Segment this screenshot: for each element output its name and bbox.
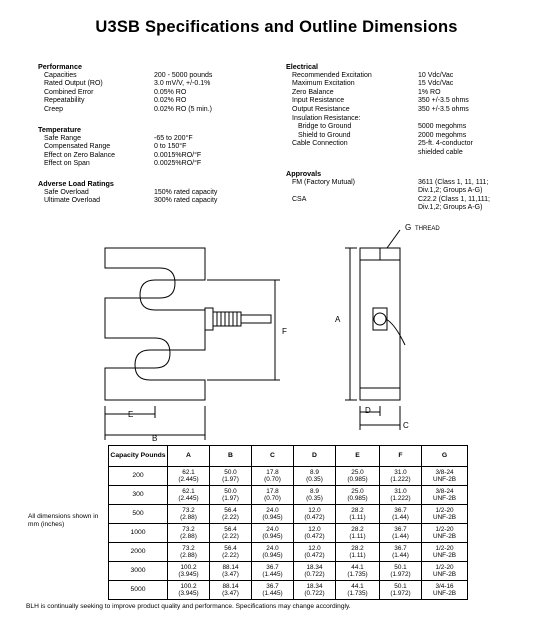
spec-label: Capacities (44, 71, 77, 79)
value-mm: 8.9 (310, 487, 319, 495)
value-mm: 88.14 (222, 582, 239, 590)
value-inches: (0.945) (262, 514, 283, 521)
value-mm: 24.0 (266, 544, 279, 552)
spec-label (286, 149, 294, 158)
column-header: A (168, 446, 210, 467)
value-inches: (1.11) (349, 552, 366, 559)
value-inches: (2.22) (222, 552, 239, 559)
spec-row (38, 72, 278, 81)
spec-label: Shield to Ground (298, 131, 351, 139)
spec-value: C22.2 (Class 1, 11,111; (418, 195, 490, 203)
spec-value: Div.1,2; Groups A-G) (418, 187, 483, 195)
value-mm: 24.0 (266, 525, 279, 533)
value-inches: (2.88) (180, 514, 197, 521)
dimension-cell (294, 543, 336, 562)
value-inches: UNF-2B (432, 571, 457, 578)
value-inches: (3.945) (178, 571, 199, 578)
section-heading: Adverse Load Ratings (38, 179, 114, 188)
value-inches: (1.445) (262, 590, 283, 597)
column-header: F (380, 446, 422, 467)
dimension-cell (380, 581, 422, 600)
table-row (109, 505, 468, 524)
value-inches: (0.985) (347, 495, 368, 502)
value-mm: 3/4-16 (435, 582, 454, 590)
spec-value: 5000 megohms (418, 123, 467, 131)
dimension-cell (168, 562, 210, 581)
value-inches: (0.472) (304, 514, 325, 521)
spec-value: 3.0 mV/V, +/-0.1% (154, 80, 211, 88)
section-heading: Temperature (38, 125, 82, 134)
spec-value: 0.02% RO (5 min.) (154, 105, 212, 113)
value-mm: 73.2 (182, 525, 195, 533)
dimension-cell (294, 562, 336, 581)
spec-row (286, 140, 546, 149)
dimension-cell (336, 505, 380, 524)
table-row (109, 524, 468, 543)
spec-label: Rated Output (RO) (44, 80, 103, 88)
value-mm: 73.2 (182, 506, 195, 514)
dimension-cell (422, 581, 468, 600)
value-mm: 25.0 (351, 468, 364, 476)
value-mm: 36.7 (394, 544, 407, 552)
value-inches: (3.945) (178, 590, 199, 597)
value-mm: 18.34 (306, 563, 323, 571)
capacity-cell: 1000 (109, 524, 168, 543)
table-row (109, 467, 468, 486)
spec-label: Recommended Excitation (292, 71, 372, 79)
value-inches: UNF-2B (432, 590, 457, 597)
spec-row (286, 115, 546, 124)
dimensions-table (108, 445, 468, 600)
spec-value: 150% rated capacity (154, 188, 218, 196)
value-mm: 62.1 (182, 468, 195, 476)
dim-label-g: G (405, 223, 412, 232)
dimension-cell (380, 524, 422, 543)
dimensions-note: All dimensions shown in mm (inches) (28, 513, 99, 528)
dimension-cell (422, 505, 468, 524)
value-inches: (0.945) (262, 533, 283, 540)
dimension-cell (294, 524, 336, 543)
dimension-cell (168, 543, 210, 562)
value-mm: 3/8-24 (435, 468, 454, 476)
dimension-cell (336, 467, 380, 486)
spec-row (286, 89, 546, 98)
spec-label: Bridge to Ground (298, 123, 352, 131)
value-inches: (1.97) (222, 495, 239, 502)
value-mm: 100.2 (180, 582, 197, 590)
thread-label: THREAD (415, 226, 440, 232)
table-row (109, 562, 468, 581)
spec-label: FM (Factory Mutual) (292, 178, 356, 186)
dimension-cell (168, 524, 210, 543)
value-inches: (1.44) (392, 552, 409, 559)
spec-row (286, 123, 546, 132)
dimension-cell (210, 581, 252, 600)
section-heading: Electrical (286, 62, 318, 71)
value-mm: 1/2-20 (435, 563, 454, 571)
value-mm: 88.14 (222, 563, 239, 571)
spec-value: 0.0025%RO/°F (154, 160, 202, 168)
spec-value: 350 +/-3.5 ohms (418, 105, 469, 113)
dimension-cell (336, 543, 380, 562)
value-inches: (2.445) (178, 495, 199, 502)
value-mm: 36.7 (394, 506, 407, 514)
spec-value: shielded cable (418, 148, 463, 156)
column-header: B (210, 446, 252, 467)
dimension-cell (168, 486, 210, 505)
dimension-cell (336, 524, 380, 543)
value-inches: (0.722) (304, 571, 325, 578)
column-header: E (336, 446, 380, 467)
value-mm: 1/2-20 (435, 506, 454, 514)
dimension-cell (210, 543, 252, 562)
value-inches: (0.35) (306, 476, 323, 483)
capacity-cell: 500 (109, 505, 168, 524)
column-header: D (294, 446, 336, 467)
spec-value: 200 - 5000 pounds (154, 71, 213, 79)
spec-label: Zero Balance (292, 88, 334, 96)
table-row (109, 581, 468, 600)
spec-value: 0.02% RO (154, 97, 187, 105)
dimension-cell (294, 505, 336, 524)
value-inches: (1.735) (347, 571, 368, 578)
value-inches: (0.472) (304, 552, 325, 559)
value-inches: (1.97) (222, 476, 239, 483)
spec-row (38, 106, 278, 115)
column-header: C (252, 446, 294, 467)
spec-value: 10 Vdc/Vac (418, 71, 454, 79)
value-inches: (1.44) (392, 533, 409, 540)
value-mm: 56.4 (224, 506, 237, 514)
electrical-section (286, 63, 546, 158)
value-inches: (1.972) (390, 590, 411, 597)
value-mm: 50.1 (394, 563, 407, 571)
table-row (109, 486, 468, 505)
value-inches: (1.735) (347, 590, 368, 597)
spec-row (38, 189, 278, 198)
value-mm: 36.7 (266, 563, 279, 571)
value-mm: 25.0 (351, 487, 364, 495)
dimension-cell (336, 581, 380, 600)
dimension-cell (252, 467, 294, 486)
dimension-cell (210, 467, 252, 486)
spec-label: Output Resistance (292, 105, 350, 113)
value-inches: (2.22) (222, 514, 239, 521)
dim-label-a: A (335, 315, 341, 324)
value-mm: 31.0 (394, 468, 407, 476)
spec-value: 2000 megohms (418, 131, 467, 139)
dimension-cell (168, 505, 210, 524)
dimension-cell (294, 581, 336, 600)
spec-value: 3611 (Class 1, 11, 111; (418, 178, 489, 186)
value-inches: (0.70) (264, 476, 281, 483)
spec-value: 300% rated capacity (154, 197, 218, 205)
value-inches: (3.47) (222, 571, 239, 578)
dim-label-b: B (152, 434, 158, 443)
spec-row (286, 97, 546, 106)
section-heading: Performance (38, 62, 82, 71)
spec-label: Input Resistance (292, 97, 345, 105)
value-inches: UNF-2B (432, 495, 457, 502)
dimension-cell (210, 562, 252, 581)
dimension-cell (380, 543, 422, 562)
spec-label: Safe Range (44, 134, 81, 142)
spec-label: Combined Error (44, 88, 94, 96)
dimension-cell (380, 562, 422, 581)
value-inches: UNF-2B (432, 476, 457, 483)
spec-row (38, 80, 278, 89)
spec-row (286, 72, 546, 81)
spec-row (286, 204, 546, 213)
value-inches: (1.222) (390, 476, 411, 483)
dimension-cell (422, 467, 468, 486)
value-inches: (0.35) (306, 495, 323, 502)
value-mm: 56.4 (224, 525, 237, 533)
dimension-cell (252, 524, 294, 543)
spec-label: Effect on Span (44, 160, 90, 168)
outline-drawing (95, 220, 455, 445)
value-mm: 44.1 (351, 563, 364, 571)
dim-label-c: C (403, 421, 409, 430)
dimension-cell (294, 486, 336, 505)
dimension-cell (422, 524, 468, 543)
spec-row (38, 97, 278, 106)
value-inches: (0.472) (304, 533, 325, 540)
spec-value: Div.1,2; Groups A-G) (418, 204, 483, 212)
dimension-cell (294, 467, 336, 486)
spec-label (286, 187, 294, 196)
spec-label (286, 204, 294, 213)
spec-label: Creep (44, 105, 64, 113)
spec-label: Safe Overload (44, 188, 89, 196)
dimension-cell (336, 562, 380, 581)
spec-label: Repeatability (44, 97, 85, 105)
value-mm: 18.34 (306, 582, 323, 590)
value-inches: UNF-2B (432, 533, 457, 540)
value-mm: 73.2 (182, 544, 195, 552)
spec-value (418, 115, 420, 124)
dimension-cell (422, 562, 468, 581)
dimension-cell (252, 486, 294, 505)
dimension-cell (336, 486, 380, 505)
value-mm: 36.7 (266, 582, 279, 590)
spec-row (38, 143, 278, 152)
dimension-cell (210, 486, 252, 505)
value-mm: 50.1 (394, 582, 407, 590)
column-header: G (422, 446, 468, 467)
dimension-cell (210, 524, 252, 543)
column-header: Capacity Pounds (109, 446, 168, 467)
capacity-cell: 2000 (109, 543, 168, 562)
spec-value: 350 +/-3.5 ohms (418, 97, 469, 105)
value-mm: 28.2 (351, 544, 364, 552)
value-inches: (2.22) (222, 533, 239, 540)
value-mm: 28.2 (351, 525, 364, 533)
spec-value: -65 to 200°F (154, 134, 193, 142)
page-title: U3SB Specifications and Outline Dimensions (95, 18, 458, 36)
value-inches: (2.88) (180, 552, 197, 559)
value-inches: (1.11) (349, 514, 366, 521)
spec-value: 0.0015%RO/°F (154, 151, 202, 159)
dimension-cell (252, 581, 294, 600)
value-inches: (2.445) (178, 476, 199, 483)
performance-section (38, 63, 278, 115)
value-inches: (3.47) (222, 590, 239, 597)
spec-label: Insulation Resistance: (292, 114, 361, 122)
spec-value: 0 to 150°F (154, 143, 187, 151)
value-inches: (0.70) (264, 495, 281, 502)
spec-value: 25-ft. 4-conductor (418, 140, 473, 148)
value-inches: (0.945) (262, 552, 283, 559)
spec-label: Effect on Zero Balance (44, 151, 116, 159)
value-mm: 50.0 (224, 468, 237, 476)
value-inches: (0.722) (304, 590, 325, 597)
dimension-cell (168, 467, 210, 486)
value-inches: (1.44) (392, 514, 409, 521)
value-mm: 12.0 (308, 544, 321, 552)
value-mm: 24.0 (266, 506, 279, 514)
value-mm: 56.4 (224, 544, 237, 552)
value-inches: (1.972) (390, 571, 411, 578)
dimension-cell (380, 467, 422, 486)
spec-row (286, 80, 546, 89)
dimension-cell (252, 562, 294, 581)
value-inches: UNF-2B (432, 552, 457, 559)
spec-row (286, 149, 546, 158)
spec-label: Cable Connection (292, 140, 348, 148)
dimension-cell (252, 505, 294, 524)
capacity-cell: 200 (109, 467, 168, 486)
spec-label: Compensated Range (44, 143, 111, 151)
value-mm: 1/2-20 (435, 544, 454, 552)
capacity-cell: 5000 (109, 581, 168, 600)
value-mm: 1/2-20 (435, 525, 454, 533)
dimension-cell (168, 581, 210, 600)
value-mm: 17.8 (266, 468, 279, 476)
dimension-cell (422, 543, 468, 562)
spec-value: 1% RO (418, 88, 441, 96)
value-inches: (1.11) (349, 533, 366, 540)
dim-label-e: E (128, 410, 134, 419)
value-inches: UNF-2B (432, 514, 457, 521)
temperature-section (38, 126, 278, 169)
dimension-cell (422, 486, 468, 505)
spec-row (286, 132, 546, 141)
adverse-load-section (38, 180, 278, 206)
footer-note: BLH is continually seeking to improve product quality and performance. Specifications may change accordingly. (26, 603, 351, 610)
dimension-cell (252, 543, 294, 562)
value-inches: (1.445) (262, 571, 283, 578)
value-mm: 12.0 (308, 525, 321, 533)
value-mm: 36.7 (394, 525, 407, 533)
spec-row (286, 187, 546, 196)
value-inches: (1.222) (390, 495, 411, 502)
dimension-cell (380, 505, 422, 524)
capacity-cell: 300 (109, 486, 168, 505)
value-mm: 100.2 (180, 563, 197, 571)
value-mm: 3/8-24 (435, 487, 454, 495)
value-inches: (0.985) (347, 476, 368, 483)
dim-label-f: F (282, 327, 287, 336)
value-mm: 31.0 (394, 487, 407, 495)
value-inches: (2.88) (180, 533, 197, 540)
spec-row (38, 89, 278, 98)
dimension-cell (380, 486, 422, 505)
spec-label: CSA (292, 195, 307, 203)
value-mm: 8.9 (310, 468, 319, 476)
capacity-cell: 3000 (109, 562, 168, 581)
approvals-section (286, 170, 546, 213)
section-heading: Approvals (286, 169, 322, 178)
value-mm: 62.1 (182, 487, 195, 495)
value-mm: 28.2 (351, 506, 364, 514)
dim-label-d: D (365, 406, 371, 415)
spec-row (286, 106, 546, 115)
spec-label: Maximum Excitation (292, 80, 355, 88)
value-mm: 12.0 (308, 506, 321, 514)
value-mm: 44.1 (351, 582, 364, 590)
value-mm: 50.0 (224, 487, 237, 495)
value-mm: 17.8 (266, 487, 279, 495)
spec-row (38, 160, 278, 169)
spec-row (38, 135, 278, 144)
spec-row (286, 179, 546, 188)
dimension-cell (210, 505, 252, 524)
table-row (109, 543, 468, 562)
spec-value: 0.05% RO (154, 88, 187, 96)
spec-value: 15 Vdc/Vac (418, 80, 454, 88)
spec-row (286, 196, 546, 205)
spec-label: Ultimate Overload (44, 197, 101, 205)
spec-row (38, 197, 278, 206)
